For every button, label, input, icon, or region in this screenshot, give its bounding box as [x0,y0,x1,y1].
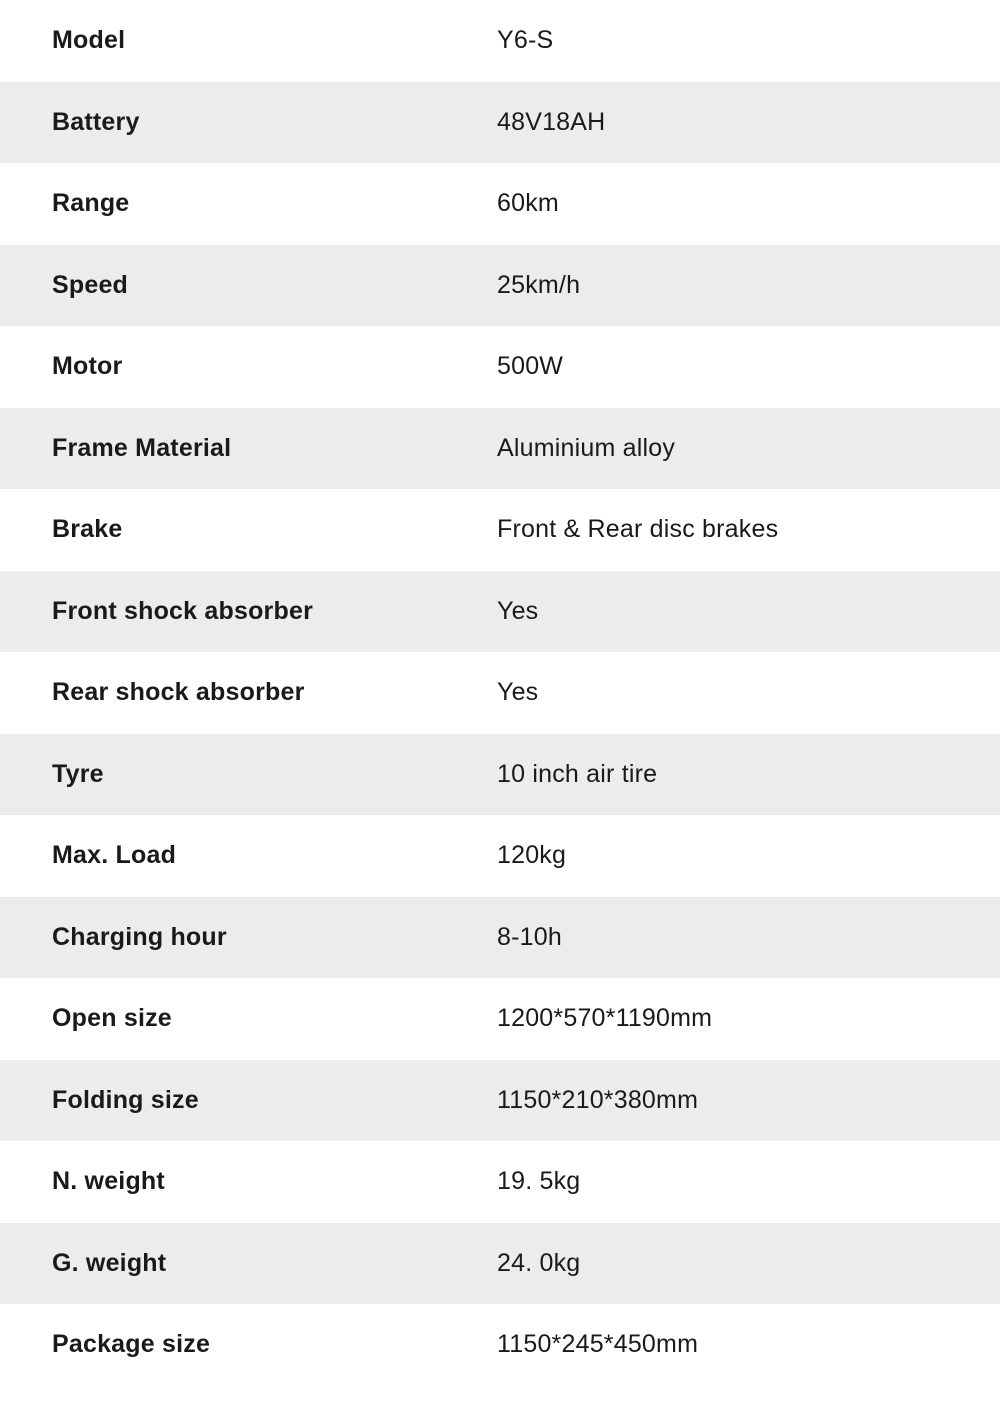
table-row [0,571,1000,653]
spec-label: Motor [0,326,497,408]
spec-value: Yes [497,652,1000,734]
spec-value: Aluminium alloy [497,408,1000,490]
spec-label: Rear shock absorber [0,652,497,734]
spec-label: Tyre [0,734,497,816]
table-row [0,978,1000,1060]
spec-value: 120kg [497,815,1000,897]
spec-label: G. weight [0,1223,497,1305]
table-row [0,897,1000,979]
spec-label: Open size [0,978,497,1060]
spec-value: 500W [497,326,1000,408]
spec-value: Y6-S [497,0,1000,82]
spec-label: Charging hour [0,897,497,979]
spec-label: Battery [0,82,497,164]
table-row [0,82,1000,164]
spec-label: Brake [0,489,497,571]
spec-value: 25km/h [497,245,1000,327]
spec-value: 8-10h [497,897,1000,979]
table-row [0,489,1000,571]
table-row [0,1223,1000,1305]
spec-value: 1150*245*450mm [497,1304,1000,1386]
spec-label: Package size [0,1304,497,1386]
table-row [0,326,1000,408]
table-row [0,1304,1000,1386]
spec-label: Front shock absorber [0,571,497,653]
table-row [0,163,1000,245]
spec-label: Range [0,163,497,245]
spec-value: 48V18AH [497,82,1000,164]
spec-value: 24. 0kg [497,1223,1000,1305]
table-row [0,0,1000,82]
spec-label: Max. Load [0,815,497,897]
spec-label: Speed [0,245,497,327]
spec-value: 1150*210*380mm [497,1060,1000,1142]
table-row [0,815,1000,897]
spec-value: 19. 5kg [497,1141,1000,1223]
table-row [0,734,1000,816]
table-row [0,1060,1000,1142]
spec-label: Frame Material [0,408,497,490]
spec-value: Yes [497,571,1000,653]
spec-label: Folding size [0,1060,497,1142]
spec-label: N. weight [0,1141,497,1223]
table-row [0,1141,1000,1223]
spec-value: 60km [497,163,1000,245]
spec-value: 1200*570*1190mm [497,978,1000,1060]
spec-value: Front & Rear disc brakes [497,489,1000,571]
spec-label: Model [0,0,497,82]
table-row [0,652,1000,734]
table-row [0,408,1000,490]
spec-value: 10 inch air tire [497,734,1000,816]
table-row [0,245,1000,327]
